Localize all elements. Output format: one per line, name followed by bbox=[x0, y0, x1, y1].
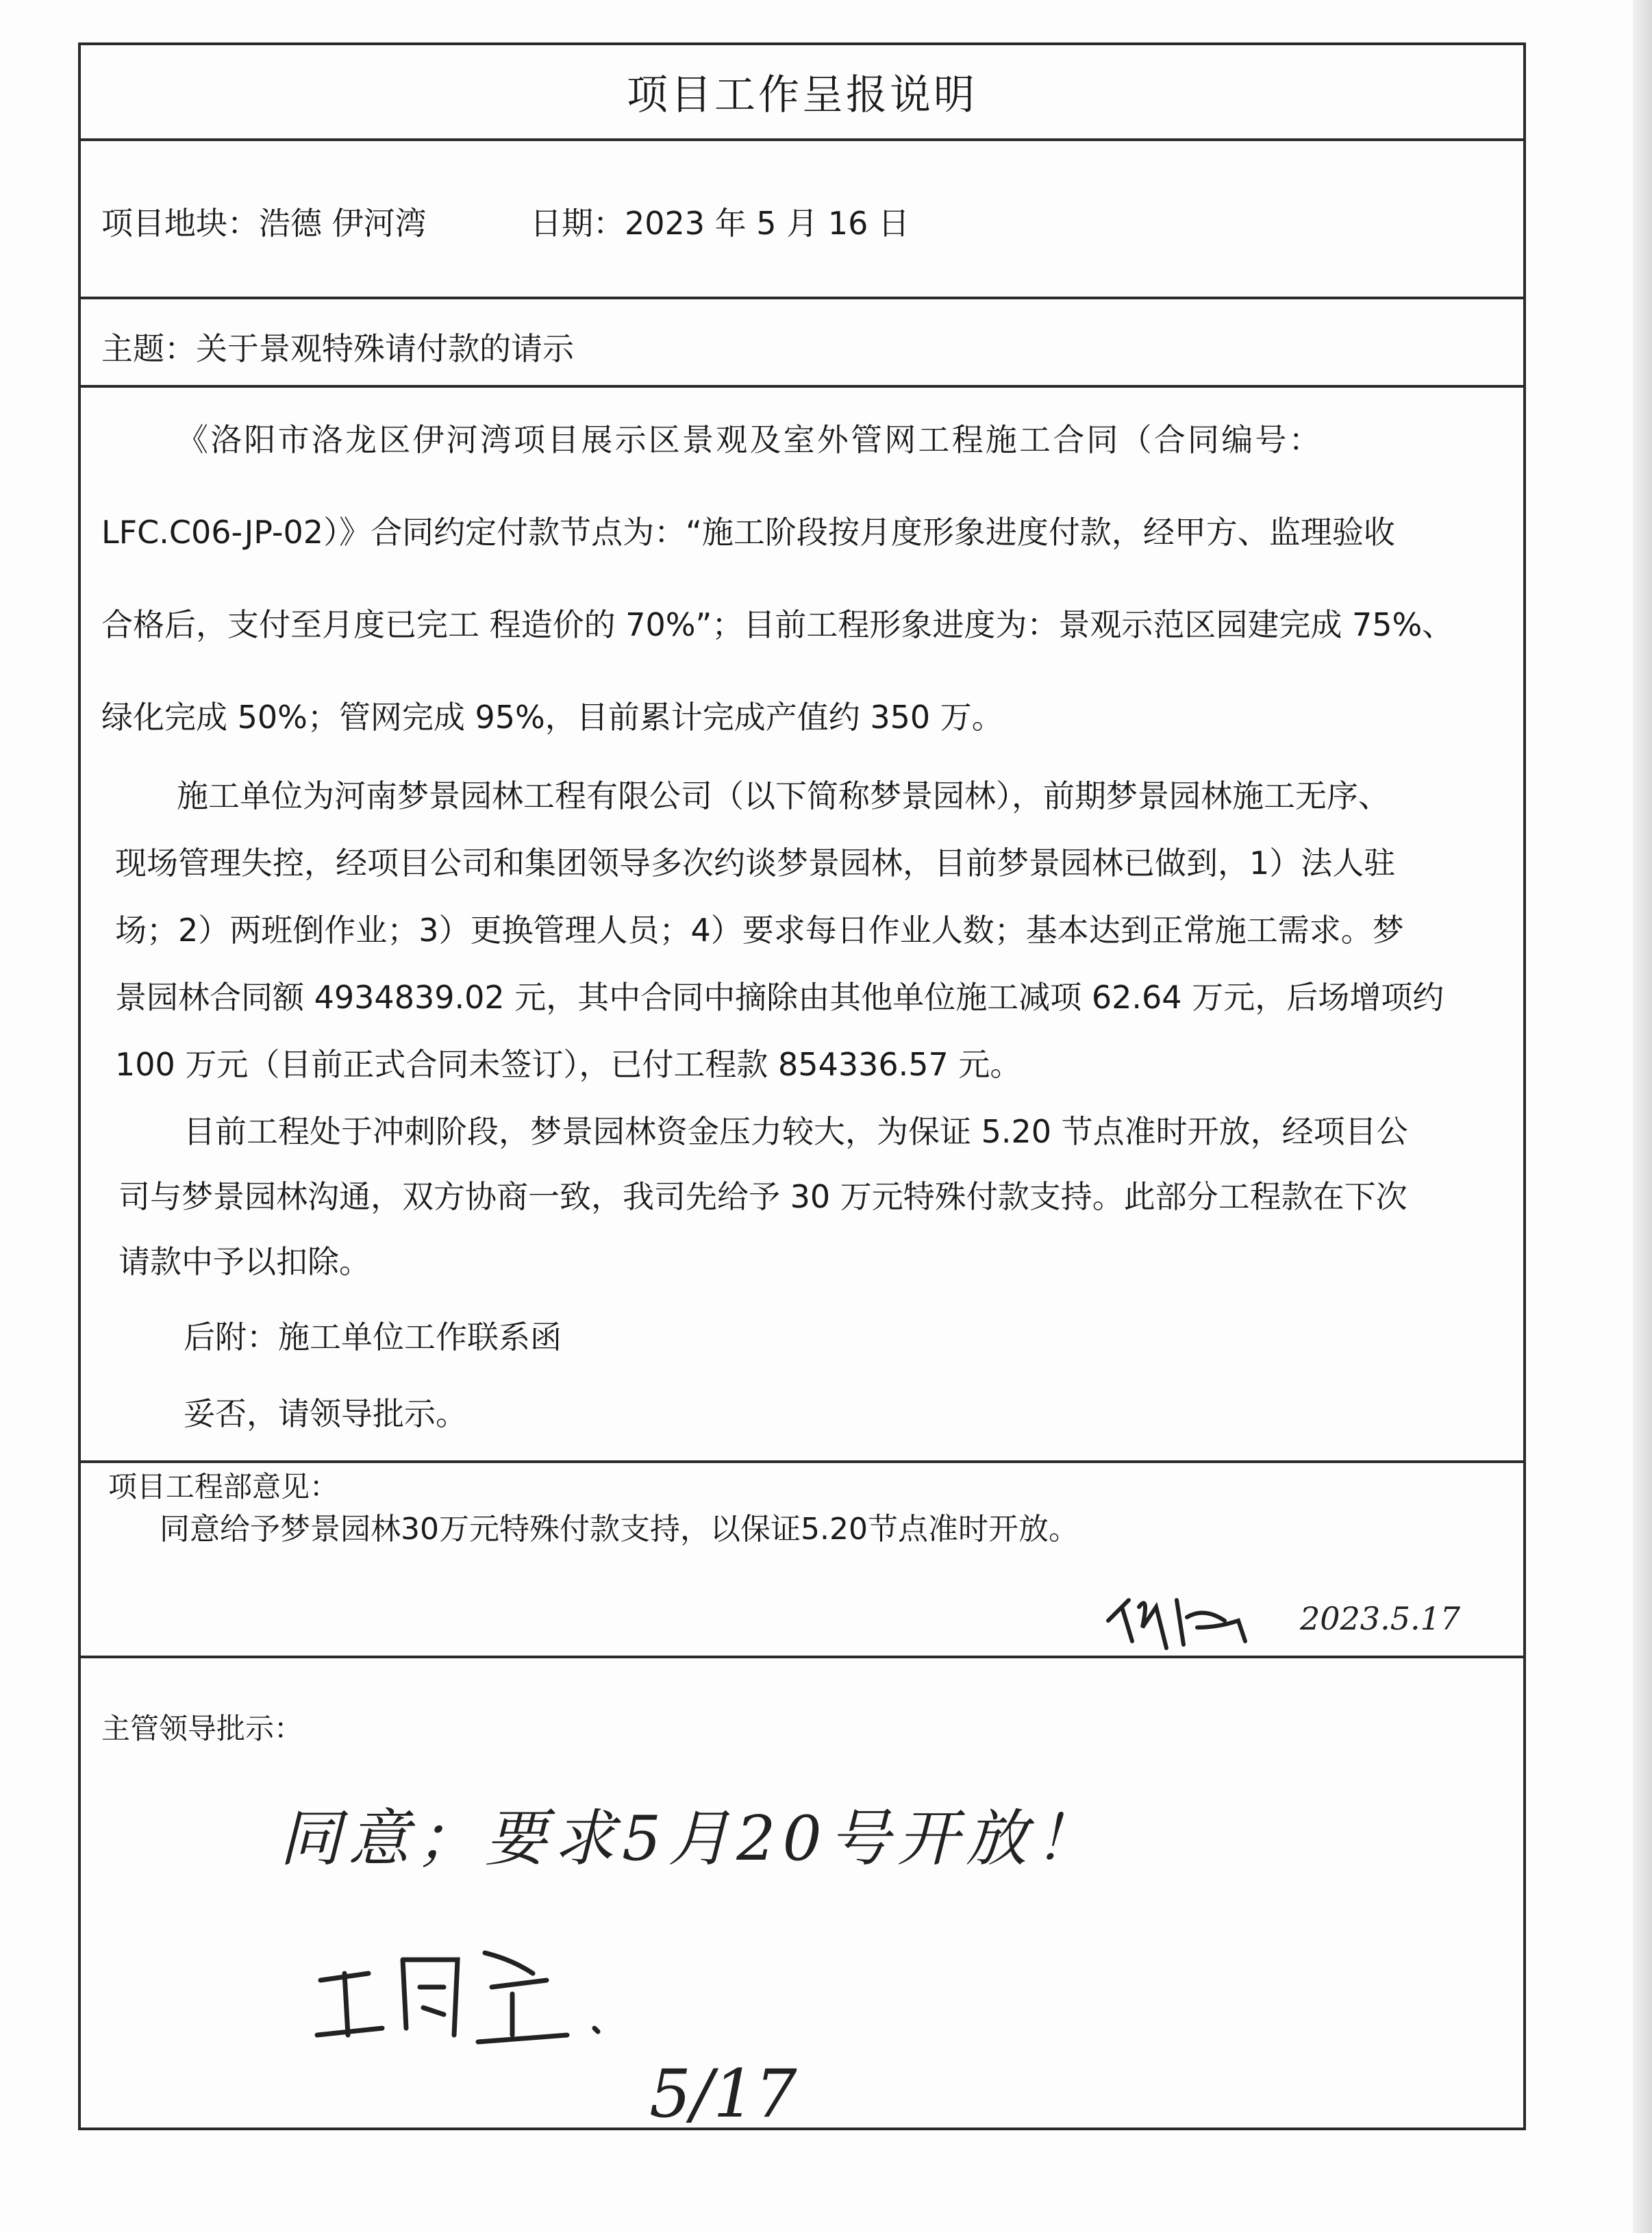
body-line: LFC.C06-JP-02）》合同约定付款节点为：“施工阶段按月度形象进度付款，经甲方、监理验收 bbox=[101, 514, 1395, 551]
opinion-text: 同意给予梦景园林30万元特殊付款支持，以保证5.20节点准时开放。 bbox=[160, 1512, 1079, 1547]
page-edge bbox=[1633, 0, 1652, 2233]
body-line: 请款中予以扣除。 bbox=[118, 1243, 371, 1280]
leader-comment: 同意；要求5月20号开放！ bbox=[279, 1803, 1103, 1875]
body-line: 场；2）两班倒作业；3）更换管理人员；4）要求每日作业人数；基本达到正常施工需求。梦 bbox=[115, 912, 1404, 949]
request-note: 妥否，请领导批示。 bbox=[184, 1395, 467, 1432]
leader-signature bbox=[307, 1932, 663, 2069]
subject-text: 主题：关于景观特殊请付款的请示 bbox=[101, 330, 574, 367]
form-title: 项目工作呈报说明 bbox=[81, 45, 1523, 141]
body-line: 景园林合同额 4934839.02 元，其中合同中摘除由其他单位施工减项 62.64 万元，后场增项约 bbox=[115, 979, 1444, 1016]
subject-row bbox=[81, 299, 1523, 388]
project-field: 项目地块：浩德 伊河湾 bbox=[101, 205, 427, 242]
body-line: 施工单位为河南梦景园林工程有限公司（以下简称梦景园林），前期梦景园林施工无序、 bbox=[177, 777, 1390, 814]
body-section bbox=[81, 388, 1523, 1463]
body-line: 绿化完成 50%；管网完成 95%，目前累计完成产值约 350 万。 bbox=[101, 699, 1003, 736]
body-line: 合格后，支付至月度已完工 程造价的 70%”；目前工程形象进度为：景观示范区园建完成 75%、 bbox=[101, 606, 1454, 643]
body-line: 司与梦景园林沟通，双方协商一致，我司先给予 30 万元特殊付款支持。此部分工程款在下次 bbox=[118, 1178, 1407, 1215]
body-line: 目前工程处于冲刺阶段，梦景园林资金压力较大，为保证 5.20 节点准时开放，经项目公 bbox=[184, 1113, 1408, 1150]
leader-label: 主管领导批示： bbox=[101, 1712, 303, 1745]
date-field: 日期：2023 年 5 月 16 日 bbox=[530, 205, 910, 242]
leader-date: 5/17 bbox=[649, 2056, 797, 2132]
opinion-date: 2023.5.17 bbox=[1300, 1600, 1461, 1637]
info-row bbox=[81, 141, 1523, 299]
body-line: 《洛阳市洛龙区伊河湾项目展示区景观及室外管网工程施工合同（合同编号： bbox=[177, 421, 1323, 458]
opinion-label: 项目工程部意见： bbox=[108, 1470, 339, 1504]
report-form bbox=[78, 42, 1526, 2130]
department-opinion bbox=[81, 1463, 1523, 1658]
body-line: 100 万元（目前正式合同未签订），已付工程款 854336.57 元。 bbox=[115, 1046, 1022, 1083]
leader-instruction bbox=[81, 1658, 1523, 2131]
attachment-note: 后附：施工单位工作联系函 bbox=[184, 1319, 562, 1356]
body-line: 现场管理失控，经项目公司和集团领导多次约谈梦景园林，目前梦景园林已做到，1）法人驻 bbox=[115, 845, 1396, 882]
